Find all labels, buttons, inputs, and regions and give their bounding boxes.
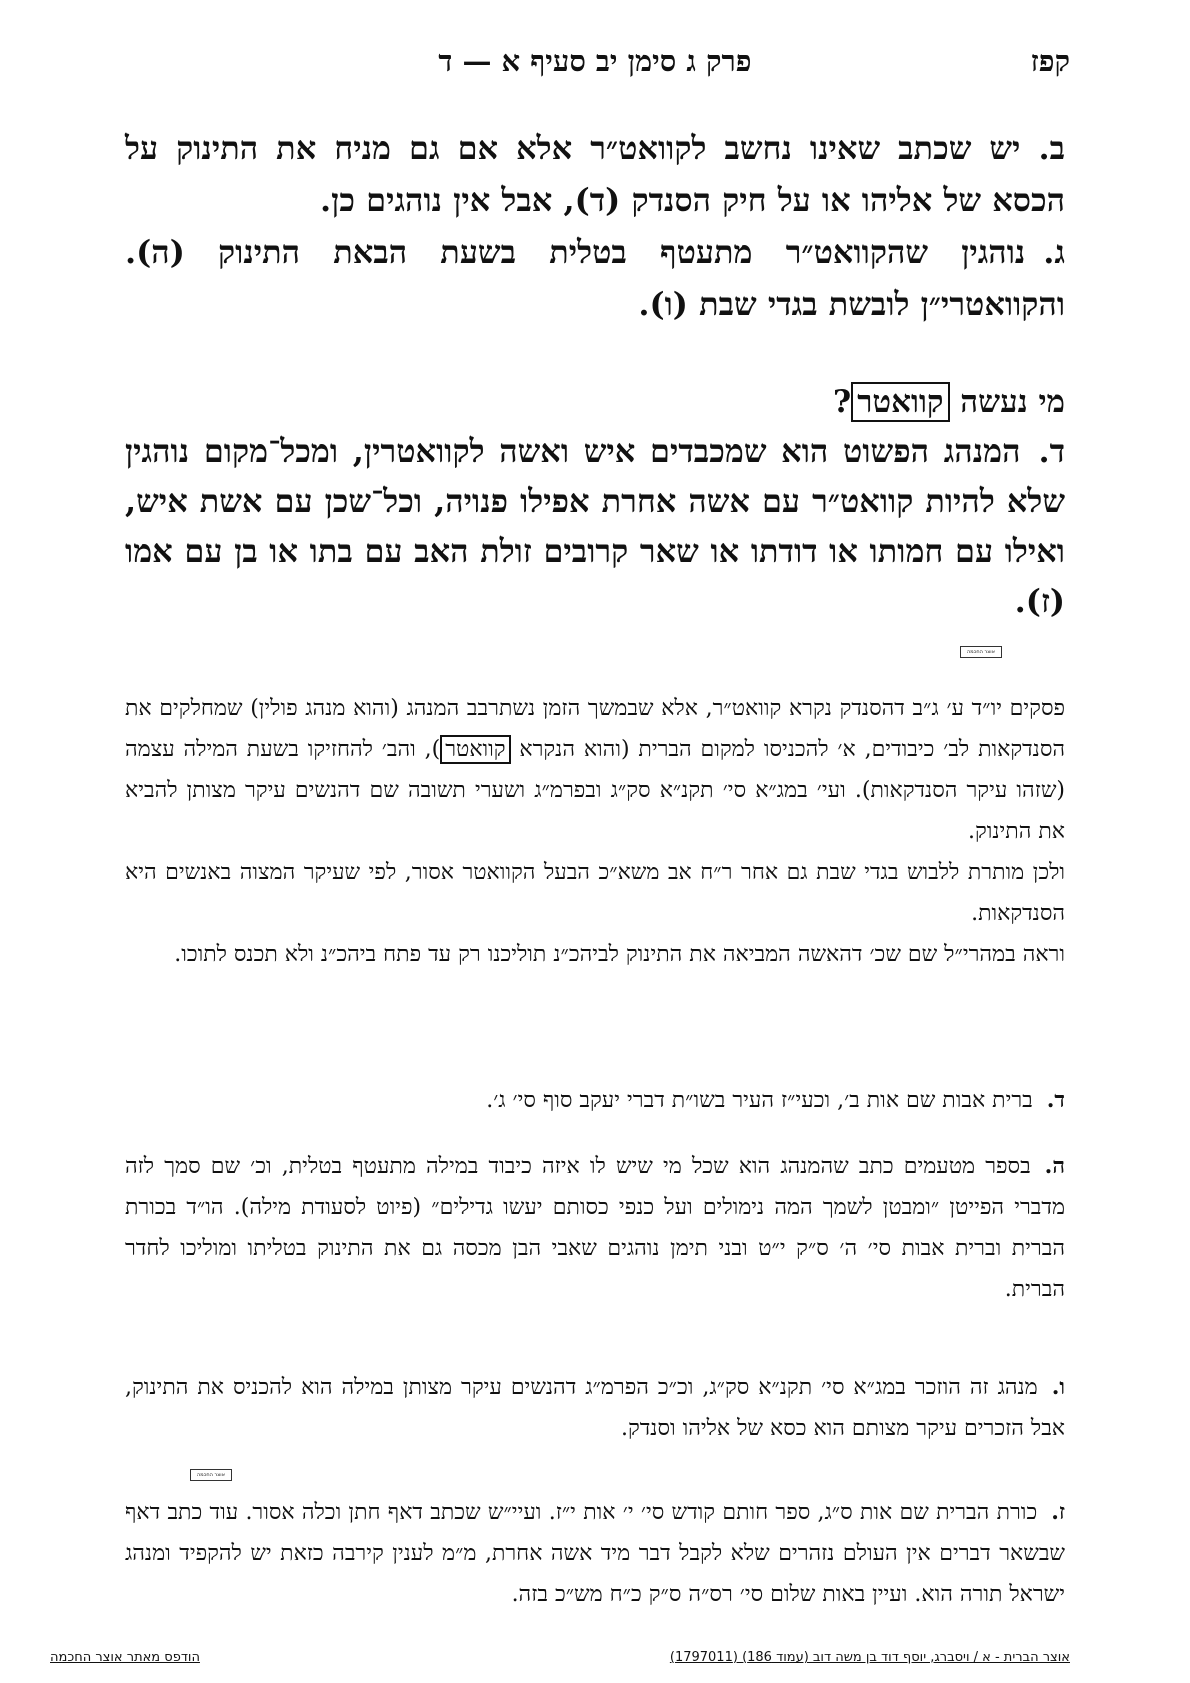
paragraph-label: ד. (1038, 432, 1065, 470)
footnote-c (125, 688, 1065, 975)
page-title: פרק ג סימן יב סעיף א — ד (438, 44, 752, 78)
note-label: ז. (1051, 1499, 1065, 1525)
paragraph-text: יש שכתב שאינו נחשב לקוואט״ר אלא אם גם מניח את התינוק על הכסא של אליהו או על חיק הסנדק (ד), אבל אין נוהגים כן. (125, 129, 1065, 219)
page-number: קפז (1030, 44, 1070, 78)
note-label: ה. (1044, 1153, 1065, 1179)
watermark-stamp (960, 646, 1002, 658)
paragraph-label: ב. (1038, 129, 1065, 167)
footnote-v (125, 1367, 1065, 1449)
boxed-term: קוואטר (851, 382, 949, 422)
note-text: פסקים יו״ד ע׳ ג״ב דהסנדק נקרא קוואט״ר, אלא שבמשך הזמן נשתרבב המנהג (והוא מנהג פולין) שמחלקים את הסנדקאות לב׳ כיבודים, א׳ להכניסו למקום הברית (והוא הנקרא (125, 696, 1066, 762)
heading-text: מי נעשה (949, 384, 1065, 420)
paragraph-d (125, 426, 1065, 626)
note-label: ו. (1051, 1374, 1065, 1400)
note-text: בספר מטעמים כתב שהמנהג הוא שכל מי שיש לו איזה כיבוד במילה מתעטף בטלית, וכ׳ שם סמך לזה מדברי הפייטן ״ומבטן לשמך המה נימולים ועל כנפי כסותם יעשו גדילים״ (פיוט לסעודת מילה). הו״ד בכורת הברית וברית אבות סי׳ ה׳ ס״ק י״ט ובני תימן נוהגים שאבי הבן מכסה גם את התינוק בטליתו ומוליכו לחדר הברית. (125, 1154, 1065, 1302)
footnote-para: וראה במהרי״ל שם שכ׳ דהאשה המביאה את התינוק לביהכ״נ תוליכנו רק עד פתח ביהכ״נ ולא תכנס לתוכו. (174, 942, 1065, 967)
watermark-stamp (190, 1469, 232, 1481)
note-label: ד. (1046, 1087, 1065, 1113)
section-heading (833, 384, 1065, 420)
stamp-text: אוצר החכמה (967, 649, 995, 655)
boxed-term: קוואטר (440, 735, 510, 764)
note-text: ברית אבות שם אות ב׳, וכעי״ז העיר בשו״ת דברי יעקב סוף סי׳ ג׳. (486, 1088, 1033, 1113)
note-text: ), והב׳ להחזיקו בשעת המילה עצמה (שזהו עיקר הסנדקאות). ועי׳ במג״א סי׳ תקנ״א סק״ג ובפרמ״ג ושערי תשובה שם דהנשים עיקר מצותן להביא את התינוק. (125, 737, 1065, 844)
footer-printed-from[interactable]: הודפס מאתר אוצר החכמה (50, 1650, 200, 1665)
paragraph-label: ג. (1043, 233, 1065, 271)
note-text: כורת הברית שם אות ס״ג, ספר חותם קודש סי׳ י׳ אות י״ז. ועיי״ש שכתב דאף חתן וכלה אסור. עוד כתב דאף שבשאר דברים אין העולם נזהרים שלא לקבל דבר מיד אשה אחרת, מ״מ לענין קירבה כזאת יש להקפיד ומנהג ישראל תורה הוא. ועיין באות שלום סי׳ רס״ה ס״ק כ״ח מש״כ בזה. (125, 1500, 1065, 1607)
page-header (120, 44, 1070, 84)
paragraph-g (125, 226, 1065, 330)
footnote-para: ולכן מותרת ללבוש בגדי שבת גם אחר ר״ח אב משא״כ הבעל הקוואטר אסור, לפי שעיקר המצוה באנשים היא הסנדקאות. (125, 860, 1065, 926)
note-text: מנהג זה הוזכר במג״א סי׳ תקנ״א סק״ג, וכ״כ הפרמ״ג דהנשים עיקר מצותן במילה הוא להכניס את התינוק, אבל הזכרים עיקר מצותם הוא כסא של אליהו וסנדק. (125, 1375, 1065, 1441)
footnote-d (125, 1080, 1065, 1121)
stamp-text: אוצר החכמה (197, 1472, 225, 1478)
paragraph-text: נוהגין שהקוואט״ר מתעטף בטלית בשעת הבאת התינוק (ה). והקוואטרי״ן לובשת בגדי שבת (ו). (125, 233, 1065, 323)
footnote-z (125, 1492, 1065, 1615)
heading-punct: ? (833, 384, 852, 420)
footer-source[interactable]: אוצר הברית - א / ויסברג, יוסף דוד בן משה דוב (עמוד 186) (1797011) (669, 1650, 1070, 1665)
paragraph-text: המנהג הפשוט הוא שמכבדים איש ואשה לקוואטרין, ומכל־מקום נוהגין שלא להיות קוואט״ר עם אשה אחרת אפילו פנויה, וכל־שכן עם אשת איש, ואילו עם חמותו או דודתו או שאר קרובים זולת האב עם בתו או בן עם אמו (ז). (125, 432, 1065, 620)
footnote-para (125, 688, 1065, 852)
paragraph-b (125, 122, 1065, 226)
footnote-h (125, 1146, 1065, 1310)
